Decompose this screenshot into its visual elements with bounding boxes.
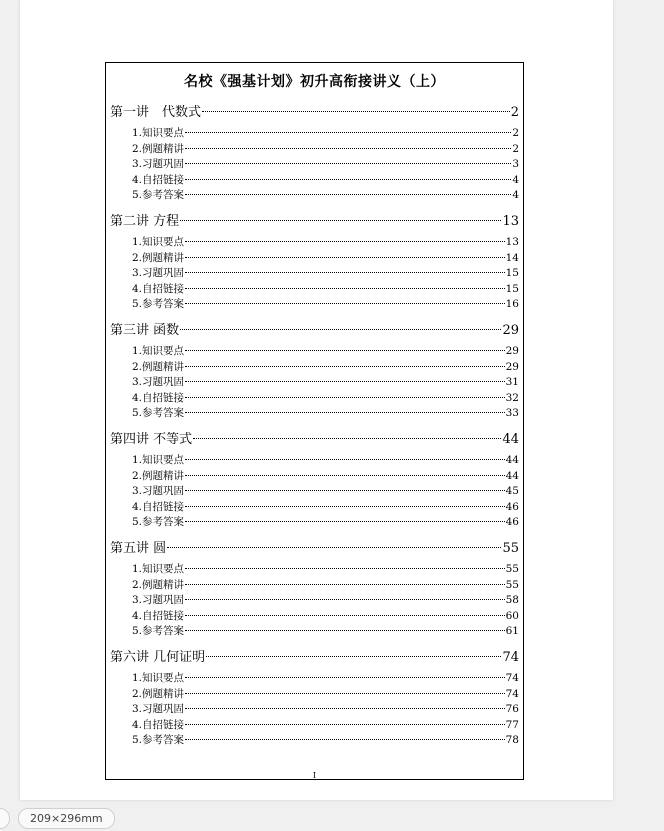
document-title: 名校《强基计划》初升高衔接讲义（上） [184, 74, 445, 90]
toc-section-entry[interactable] [132, 578, 519, 594]
section-label: 5.参考答案 [132, 189, 185, 202]
toc-section-entry[interactable] [132, 173, 519, 189]
toc-section-entry[interactable] [132, 593, 519, 609]
chapter-label: 第三讲 函数 [110, 323, 180, 338]
toc-section-list [110, 235, 519, 313]
dot-leader [185, 366, 505, 367]
toc-section-entry[interactable] [132, 142, 519, 158]
dot-leader [185, 350, 505, 351]
section-label: 3.习题巩固 [132, 376, 185, 389]
section-page-number: 14 [505, 251, 519, 264]
toc-chapter-entry[interactable] [110, 646, 519, 670]
dot-leader [185, 132, 511, 133]
toc-chapter [110, 101, 519, 210]
toc-chapter [110, 428, 519, 537]
toc-chapter [110, 537, 519, 646]
dot-leader [185, 708, 505, 709]
section-label: 5.参考答案 [132, 734, 185, 747]
toc-section-entry[interactable] [132, 266, 519, 282]
section-page-number: 16 [505, 298, 519, 311]
dot-leader [193, 438, 501, 439]
toc-section-list [110, 671, 519, 749]
toc-chapter-entry[interactable] [110, 101, 519, 125]
toc-section-list [110, 453, 519, 531]
toc-section-entry[interactable] [132, 157, 519, 173]
chapter-page-number: 55 [502, 541, 519, 556]
chapter-label: 第二讲 方程 [110, 214, 180, 229]
chapter-label: 第五讲 圆 [110, 541, 167, 556]
toc-chapter-entry[interactable] [110, 428, 519, 452]
section-page-number: 58 [505, 594, 519, 607]
toc-chapter-entry[interactable] [110, 210, 519, 234]
section-page-number: 31 [505, 376, 519, 389]
section-page-number: 74 [505, 672, 519, 684]
toc-section-entry[interactable] [132, 609, 519, 625]
toc-chapter [110, 319, 519, 428]
dot-leader [185, 288, 505, 289]
dot-leader [185, 148, 511, 149]
dot-leader [185, 615, 505, 616]
chapter-page-number: 44 [502, 432, 519, 447]
dot-leader [185, 163, 511, 164]
dot-leader [185, 241, 505, 242]
dot-leader [185, 724, 505, 725]
toc-chapter [110, 646, 519, 755]
dot-leader [167, 547, 501, 548]
dot-leader [185, 381, 505, 382]
section-page-number: 4 [512, 173, 519, 186]
page-border-frame [105, 62, 524, 780]
dot-leader [185, 272, 505, 273]
dot-leader [180, 329, 501, 330]
section-page-number: 55 [505, 563, 519, 575]
toc-section-entry[interactable] [132, 344, 519, 360]
toc-section-entry[interactable] [132, 251, 519, 267]
section-label: 3.习题巩固 [132, 158, 185, 171]
section-page-number: 44 [505, 454, 519, 466]
section-label: 5.参考答案 [132, 298, 185, 311]
chapter-page-number: 29 [502, 323, 519, 338]
section-label: 4.自招链接 [132, 718, 185, 731]
section-page-number: 61 [505, 625, 519, 638]
toc-section-entry[interactable] [132, 484, 519, 500]
section-label: 4.自招链接 [132, 609, 185, 622]
toc-section-entry[interactable] [132, 297, 519, 313]
section-label: 3.习题巩固 [132, 485, 185, 498]
dot-leader [185, 506, 505, 507]
section-page-number: 46 [505, 500, 519, 513]
section-label: 2.例题精讲 [132, 142, 185, 155]
chapter-label: 第四讲 不等式 [110, 432, 193, 447]
section-label: 5.参考答案 [132, 625, 185, 638]
toc-section-entry[interactable] [132, 624, 519, 640]
section-label: 4.自招链接 [132, 391, 185, 404]
dot-leader [185, 599, 505, 600]
section-label: 1.知识要点 [132, 454, 185, 466]
section-label: 1.知识要点 [132, 563, 185, 575]
dot-leader [185, 179, 511, 180]
section-label: 3.习题巩固 [132, 703, 185, 716]
dot-leader [185, 584, 505, 585]
toc-section-entry[interactable] [132, 515, 519, 531]
section-page-number: 32 [505, 391, 519, 404]
chapter-page-number: 13 [502, 214, 519, 229]
dot-leader [185, 194, 511, 195]
section-label: 2.例题精讲 [132, 251, 185, 264]
dot-leader [185, 475, 505, 476]
dot-leader [185, 490, 505, 491]
section-page-number: 2 [512, 127, 519, 139]
section-label: 4.自招链接 [132, 500, 185, 513]
section-page-number: 60 [505, 609, 519, 622]
section-label: 2.例题精讲 [132, 469, 185, 482]
section-label: 3.习题巩固 [132, 267, 185, 280]
toc-section-entry[interactable] [132, 282, 519, 298]
section-page-number: 13 [505, 236, 519, 248]
toc-section-entry[interactable] [132, 188, 519, 204]
section-label: 4.自招链接 [132, 282, 185, 295]
toc-section-entry[interactable] [132, 375, 519, 391]
section-label: 1.知识要点 [132, 236, 185, 248]
chapter-label: 第六讲 几何证明 [110, 650, 206, 665]
toc-section-list [110, 344, 519, 422]
toc-chapter-entry[interactable] [110, 537, 519, 561]
section-page-number: 77 [505, 718, 519, 731]
toc-section-list [110, 562, 519, 640]
section-page-number: 15 [505, 267, 519, 280]
dot-leader [180, 220, 501, 221]
chapter-page-number: 74 [502, 650, 519, 665]
section-label: 4.自招链接 [132, 173, 185, 186]
chapter-label: 第一讲 代数式 [110, 105, 202, 120]
dot-leader [185, 677, 505, 678]
section-page-number: 29 [505, 360, 519, 373]
dot-leader [185, 630, 505, 631]
toc-chapter [110, 210, 519, 319]
dot-leader [206, 656, 501, 657]
dot-leader [185, 521, 505, 522]
toc-section-entry[interactable] [132, 733, 519, 749]
chapter-page-number: 2 [510, 105, 519, 120]
section-label: 5.参考答案 [132, 516, 185, 529]
toc-section-entry[interactable] [132, 360, 519, 376]
toc-section-entry[interactable] [132, 562, 519, 578]
toc-section-entry[interactable] [132, 718, 519, 734]
toc-section-entry[interactable] [132, 469, 519, 485]
section-page-number: 3 [512, 158, 519, 171]
section-page-number: 4 [512, 189, 519, 202]
section-label: 1.知识要点 [132, 672, 185, 684]
toc-section-entry[interactable] [132, 687, 519, 703]
section-page-number: 55 [505, 578, 519, 591]
section-page-number: 44 [505, 469, 519, 482]
document-page [20, 0, 613, 800]
section-page-number: 29 [505, 345, 519, 357]
toc-section-list [110, 126, 519, 204]
toc-section-entry[interactable] [132, 453, 519, 469]
section-page-number: 76 [505, 703, 519, 716]
toc-chapter-entry[interactable] [110, 319, 519, 343]
dot-leader [185, 303, 505, 304]
section-page-number: 78 [505, 734, 519, 747]
section-label: 3.习题巩固 [132, 594, 185, 607]
section-label: 1.知识要点 [132, 345, 185, 357]
dot-leader [185, 568, 505, 569]
dot-leader [185, 693, 505, 694]
page-number-footer: I [312, 771, 317, 780]
section-label: 5.参考答案 [132, 407, 185, 420]
section-page-number: 45 [505, 485, 519, 498]
section-page-number: 33 [505, 407, 519, 420]
dot-leader [185, 412, 505, 413]
dot-leader [185, 397, 505, 398]
page-size-indicator[interactable]: 209×296mm [18, 808, 115, 829]
dot-leader [185, 257, 505, 258]
toc-section-entry[interactable] [132, 702, 519, 718]
toc-section-entry[interactable] [132, 126, 519, 142]
toc-section-entry[interactable] [132, 235, 519, 251]
section-label: 2.例题精讲 [132, 687, 185, 700]
section-page-number: 2 [512, 142, 519, 155]
toc-section-entry[interactable] [132, 500, 519, 516]
toc-section-entry[interactable] [132, 406, 519, 422]
section-label: 2.例题精讲 [132, 360, 185, 373]
toc-section-entry[interactable] [132, 671, 519, 687]
section-page-number: 46 [505, 516, 519, 529]
section-page-number: 74 [505, 687, 519, 700]
toc-section-entry[interactable] [132, 391, 519, 407]
previous-status-chip[interactable] [0, 808, 10, 829]
dot-leader [185, 739, 505, 740]
section-label: 1.知识要点 [132, 127, 185, 139]
dot-leader [185, 459, 505, 460]
section-page-number: 15 [505, 282, 519, 295]
section-label: 2.例题精讲 [132, 578, 185, 591]
table-of-contents [110, 101, 519, 755]
dot-leader [202, 111, 510, 112]
